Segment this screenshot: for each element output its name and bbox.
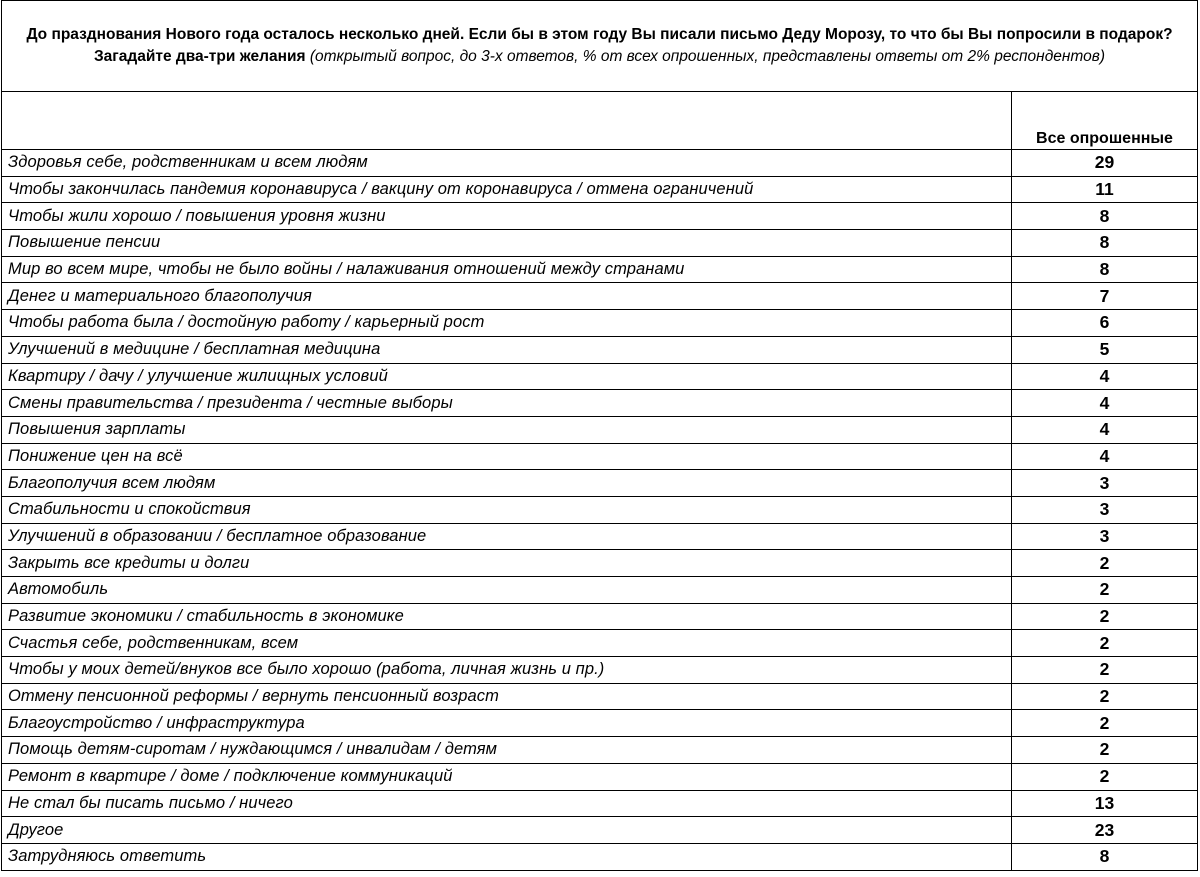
row-label: Другое	[2, 817, 1012, 844]
title-row	[2, 1, 1198, 92]
row-label: Чтобы жили хорошо / повышения уровня жизни	[2, 203, 1012, 230]
row-value: 2	[1012, 577, 1198, 604]
row-label: Понижение цен на всё	[2, 443, 1012, 470]
row-value: 3	[1012, 496, 1198, 523]
row-label: Повышение пенсии	[2, 230, 1012, 257]
table-row	[2, 283, 1198, 310]
row-value: 2	[1012, 657, 1198, 684]
table-row	[2, 496, 1198, 523]
row-label: Благополучия всем людям	[2, 470, 1012, 497]
row-value: 29	[1012, 150, 1198, 177]
row-label: Ремонт в квартире / доме / подключение коммуникаций	[2, 763, 1012, 790]
row-label: Денег и материального благополучия	[2, 283, 1012, 310]
row-label: Затрудняюсь ответить	[2, 843, 1012, 870]
table-row	[2, 550, 1198, 577]
table-row	[2, 763, 1198, 790]
row-value: 2	[1012, 737, 1198, 764]
row-value: 8	[1012, 203, 1198, 230]
row-value: 5	[1012, 336, 1198, 363]
row-label: Счастья себе, родственникам, всем	[2, 630, 1012, 657]
table-row	[2, 176, 1198, 203]
row-label: Закрыть все кредиты и долги	[2, 550, 1012, 577]
row-value: 2	[1012, 603, 1198, 630]
table-row	[2, 790, 1198, 817]
row-label: Чтобы работа была / достойную работу / карьерный рост	[2, 310, 1012, 337]
row-value: 8	[1012, 230, 1198, 257]
question-text: До празднования Нового года осталось несколько дней. Если бы в этом году Вы писали письмо Деду Морозу, то что бы Вы попросили в подарок? Загадайте два-три желания	[26, 26, 1173, 65]
row-value: 8	[1012, 256, 1198, 283]
table-row	[2, 737, 1198, 764]
header-row	[2, 92, 1198, 150]
table-row	[2, 390, 1198, 417]
table-row	[2, 150, 1198, 177]
row-label: Помощь детям-сиротам / нуждающимся / инвалидам / детям	[2, 737, 1012, 764]
row-label: Не стал бы писать письмо / ничего	[2, 790, 1012, 817]
row-label: Чтобы у моих детей/внуков все было хорошо (работа, личная жизнь и пр.)	[2, 657, 1012, 684]
row-label: Отмену пенсионной реформы / вернуть пенсионный возраст	[2, 683, 1012, 710]
row-value: 7	[1012, 283, 1198, 310]
row-label: Автомобиль	[2, 577, 1012, 604]
table-row	[2, 843, 1198, 870]
column-header-all-respondents: Все опрошенные	[1012, 92, 1198, 150]
table-row	[2, 230, 1198, 257]
question-title	[2, 1, 1198, 92]
table-body	[2, 150, 1198, 871]
row-value: 4	[1012, 363, 1198, 390]
table-row	[2, 443, 1198, 470]
row-value: 2	[1012, 550, 1198, 577]
row-label: Смены правительства / президента / честные выборы	[2, 390, 1012, 417]
row-label: Здоровья себе, родственникам и всем людям	[2, 150, 1012, 177]
row-value: 2	[1012, 630, 1198, 657]
header-empty-cell	[2, 92, 1012, 150]
table-row	[2, 256, 1198, 283]
row-value: 6	[1012, 310, 1198, 337]
table-row	[2, 336, 1198, 363]
table-row	[2, 630, 1198, 657]
row-value: 4	[1012, 443, 1198, 470]
row-value: 4	[1012, 416, 1198, 443]
row-label: Улучшений в образовании / бесплатное образование	[2, 523, 1012, 550]
table-row	[2, 416, 1198, 443]
row-value: 11	[1012, 176, 1198, 203]
row-value: 23	[1012, 817, 1198, 844]
table-row	[2, 657, 1198, 684]
row-label: Стабильности и спокойствия	[2, 496, 1012, 523]
row-value: 2	[1012, 683, 1198, 710]
row-label: Улучшений в медицине / бесплатная медицина	[2, 336, 1012, 363]
row-label: Благоустройство / инфраструктура	[2, 710, 1012, 737]
table-row	[2, 363, 1198, 390]
row-value: 3	[1012, 470, 1198, 497]
row-label: Мир во всем мире, чтобы не было войны / налаживания отношений между странами	[2, 256, 1012, 283]
row-value: 2	[1012, 710, 1198, 737]
row-label: Чтобы закончилась пандемия коронавируса / вакцину от коронавируса / отмена ограничений	[2, 176, 1012, 203]
row-value: 2	[1012, 763, 1198, 790]
row-label: Квартиру / дачу / улучшение жилищных условий	[2, 363, 1012, 390]
table-row	[2, 310, 1198, 337]
table-row	[2, 523, 1198, 550]
table-row	[2, 603, 1198, 630]
table-row	[2, 817, 1198, 844]
row-value: 3	[1012, 523, 1198, 550]
row-value: 13	[1012, 790, 1198, 817]
row-label: Повышения зарплаты	[2, 416, 1012, 443]
survey-table	[1, 0, 1198, 871]
table-row	[2, 203, 1198, 230]
row-value: 8	[1012, 843, 1198, 870]
question-note: (открытый вопрос, до 3-х ответов, % от всех опрошенных, представлены ответы от 2% респондентов)	[309, 48, 1106, 65]
table-row	[2, 683, 1198, 710]
table-row	[2, 577, 1198, 604]
table-row	[2, 710, 1198, 737]
row-value: 4	[1012, 390, 1198, 417]
table-row	[2, 470, 1198, 497]
row-label: Развитие экономики / стабильность в экономике	[2, 603, 1012, 630]
